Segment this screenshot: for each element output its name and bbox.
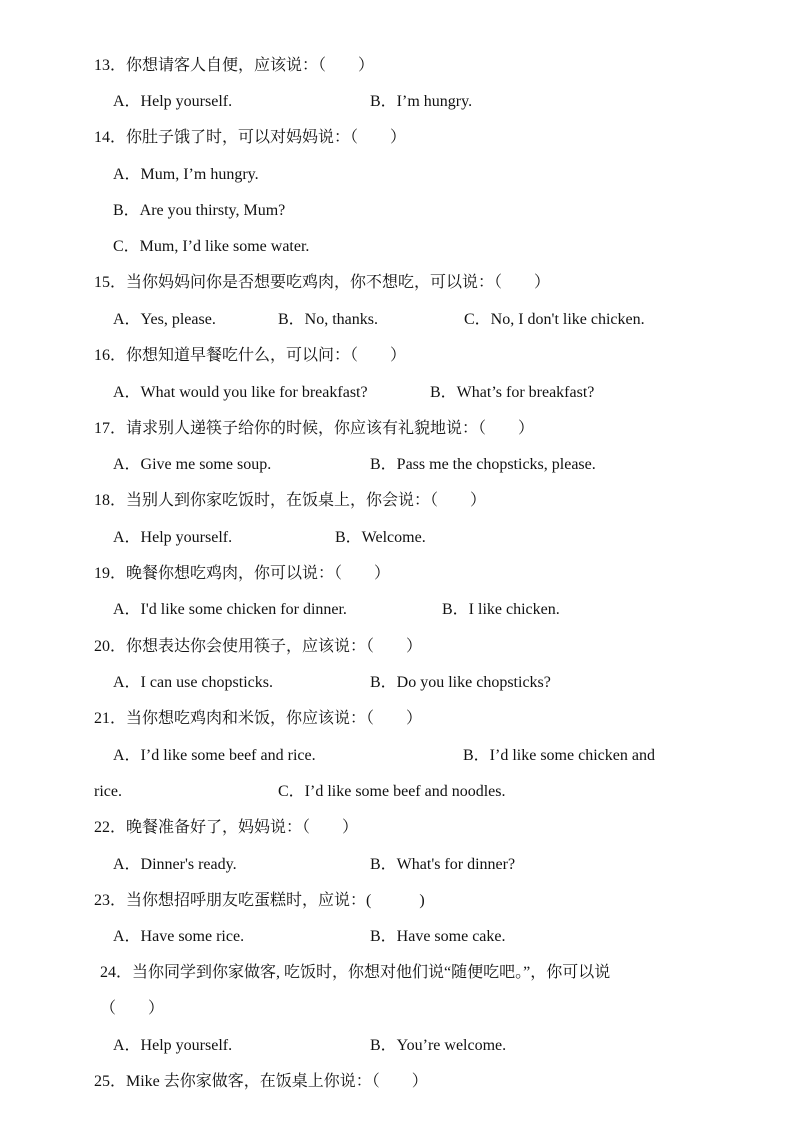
question-16-stem: 16．你想知道早餐吃什么，可以问：（ ） <box>94 347 407 364</box>
question-15-stem: 15．当你妈妈问你是否想要吃鸡肉，你不想吃，可以说：（ ） <box>94 274 551 291</box>
question-17-option-b: B．Pass me the chopsticks, please. <box>370 456 596 473</box>
question-14-option-c: C．Mum, I’d like some water. <box>113 238 310 255</box>
question-23-option-b: B．Have some cake. <box>370 928 506 945</box>
question-21-option-a: A．I’d like some beef and rice. <box>113 747 316 764</box>
question-13-stem: 13．你想请客人自便，应该说：（ ） <box>94 57 375 74</box>
question-21-option-b-continued: rice. <box>94 783 122 800</box>
question-19-stem: 19．晚餐你想吃鸡肉，你可以说：（ ） <box>94 565 391 582</box>
question-24-stem: 24．当你同学到你家做客, 吃饭时，你想对他们说“随便吃吧。”，你可以说 <box>100 964 611 981</box>
question-14-option-a: A．Mum, I’m hungry. <box>113 166 259 183</box>
question-15-option-a: A．Yes, please. <box>113 311 216 328</box>
question-21-stem: 21．当你想吃鸡肉和米饭，你应该说：（ ） <box>94 710 423 727</box>
question-22-stem: 22．晚餐准备好了，妈妈说：（ ） <box>94 819 359 836</box>
question-24-option-b: B．You’re welcome. <box>370 1037 507 1054</box>
question-19-option-a: A．I'd like some chicken for dinner. <box>113 601 347 618</box>
question-22-option-a: A．Dinner's ready. <box>113 856 237 873</box>
question-13-option-a: A．Help yourself. <box>113 93 233 110</box>
question-24-answer-blank: （ ） <box>100 1000 165 1017</box>
question-23-option-a: A．Have some rice. <box>113 928 245 945</box>
question-15-option-b: B．No, thanks. <box>278 311 379 328</box>
question-20-option-b: B．Do you like chopsticks? <box>370 674 551 691</box>
question-19-option-b: B．I like chicken. <box>442 601 560 618</box>
question-24-option-a: A．Help yourself. <box>113 1037 233 1054</box>
question-14-stem: 14．你肚子饿了时，可以对妈妈说：（ ） <box>94 129 407 146</box>
question-15-option-c: C．No, I don't like chicken. <box>464 311 645 328</box>
question-21-option-c: C．I’d like some beef and noodles. <box>278 783 506 800</box>
question-16-option-b: B．What’s for breakfast? <box>430 384 595 401</box>
question-16-option-a: A．What would you like for breakfast? <box>113 384 368 401</box>
question-17-option-a: A．Give me some soup. <box>113 456 272 473</box>
question-25-stem: 25．Mike 去你家做客，在饭桌上你说：（ ） <box>94 1073 428 1090</box>
question-18-option-b: B．Welcome. <box>335 529 426 546</box>
question-18-option-a: A．Help yourself. <box>113 529 233 546</box>
question-20-stem: 20．你想表达你会使用筷子，应该说：（ ） <box>94 638 423 655</box>
question-17-stem: 17．请求别人递筷子给你的时候，你应该有礼貌地说：（ ） <box>94 420 535 437</box>
question-21-option-b: B．I’d like some chicken and <box>463 747 655 764</box>
question-20-option-a: A．I can use chopsticks. <box>113 674 273 691</box>
question-13-option-b: B．I’m hungry. <box>370 93 473 110</box>
question-22-option-b: B．What's for dinner? <box>370 856 516 873</box>
question-23-stem: 23．当你想招呼朋友吃蛋糕时，应说：( ) <box>94 892 425 909</box>
question-14-option-b: B．Are you thirsty, Mum? <box>113 202 286 219</box>
question-18-stem: 18．当别人到你家吃饭时，在饭桌上，你会说：（ ） <box>94 492 487 509</box>
